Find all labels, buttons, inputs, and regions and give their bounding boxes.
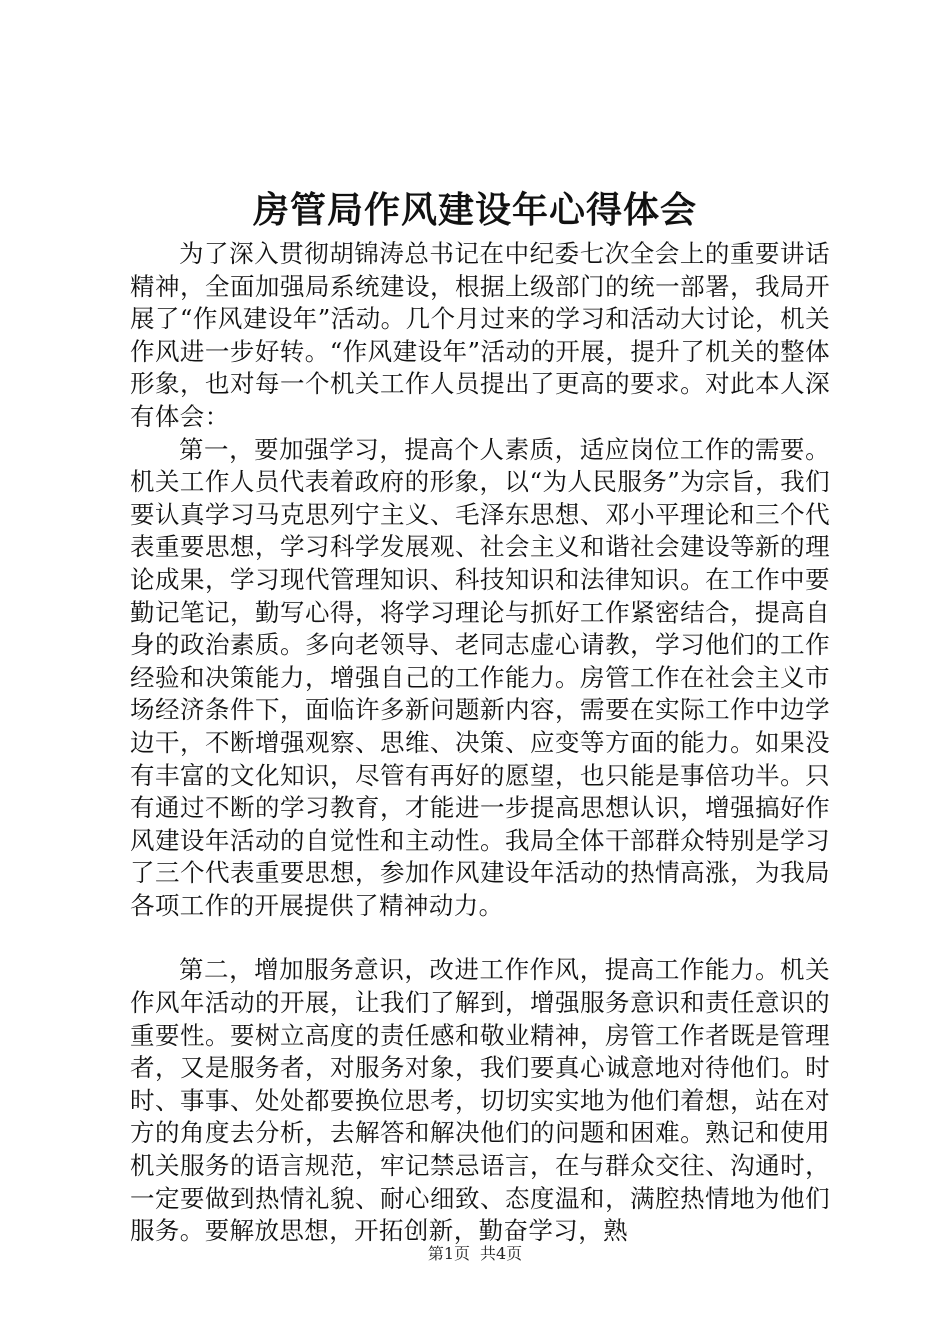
page-number: 第1页 [427, 1244, 470, 1263]
document-body [130, 238, 830, 1248]
page-total: 共4页 [480, 1244, 523, 1263]
page-footer [0, 1243, 950, 1265]
document-title: 房管局作风建设年心得体会 [252, 189, 697, 231]
paragraph-intro: 为了深入贯彻胡锦涛总书记在中纪委七次全会上的重要讲话精神，全面加强局系统建设，根据上级部门的统一部署，我局开展了“作风建设年”活动。几个月过来的学习和活动大讨论，机关作风进一步好转。“作风建设年”活动的开展，提升了机关的整体形象，也对每一个机关工作人员提出了更高的要求。对此本人深有体会： [130, 239, 830, 431]
paragraph-second-point: 第二，增加服务意识，改进工作作风，提高工作能力。机关作风年活动的开展，让我们了解到，增强服务意识和责任意识的重要性。要树立高度的责任感和敬业精神，房管工作者既是管理者，又是服务者，对服务对象，我们要真心诚意地对待他们。时时、事事、处处都要换位思考，切切实实地为他们着想，站在对方的角度去分析，去解答和解决他们的问题和困难。熟记和使用机关服务的语言规范，牢记禁忌语言，在与群众交往、沟通时，一定要做到热情礼貌、耐心细致、态度温和，满腔热情地为他们服务。要解放思想，开拓创新，勤奋学习，熟 [130, 955, 830, 1246]
paragraph-first-point: 第一，要加强学习，提高个人素质，适应岗位工作的需要。机关工作人员代表着政府的形象，以“为人民服务”为宗旨，我们要认真学习马克思列宁主义、毛泽东思想、邓小平理论和三个代表重要思想，学习科学发展观、社会主义和谐社会建设等新的理论成果，学习现代管理知识、科技知识和法律知识。在工作中要勤记笔记，勤写心得，将学习理论与抓好工作紧密结合，提高自身的政治素质。多向老领导、老同志虚心请教，学习他们的工作经验和决策能力，增强自己的工作能力。房管工作在社会主义市场经济条件下，面临许多新问题新内容，需要在实际工作中边学边干，不断增强观察、思维、决策、应变等方面的能力。如果没有丰富的文化知识，尽管有再好的愿望，也只能是事倍功半。只有通过不断的学习教育，才能进一步提高思想认识，增强搞好作风建设年活动的自觉性和主动性。我局全体干部群众特别是学习了三个代表重要思想，参加作风建设年活动的热情高涨，为我局各项工作的开展提供了精神动力。 [130, 434, 830, 920]
